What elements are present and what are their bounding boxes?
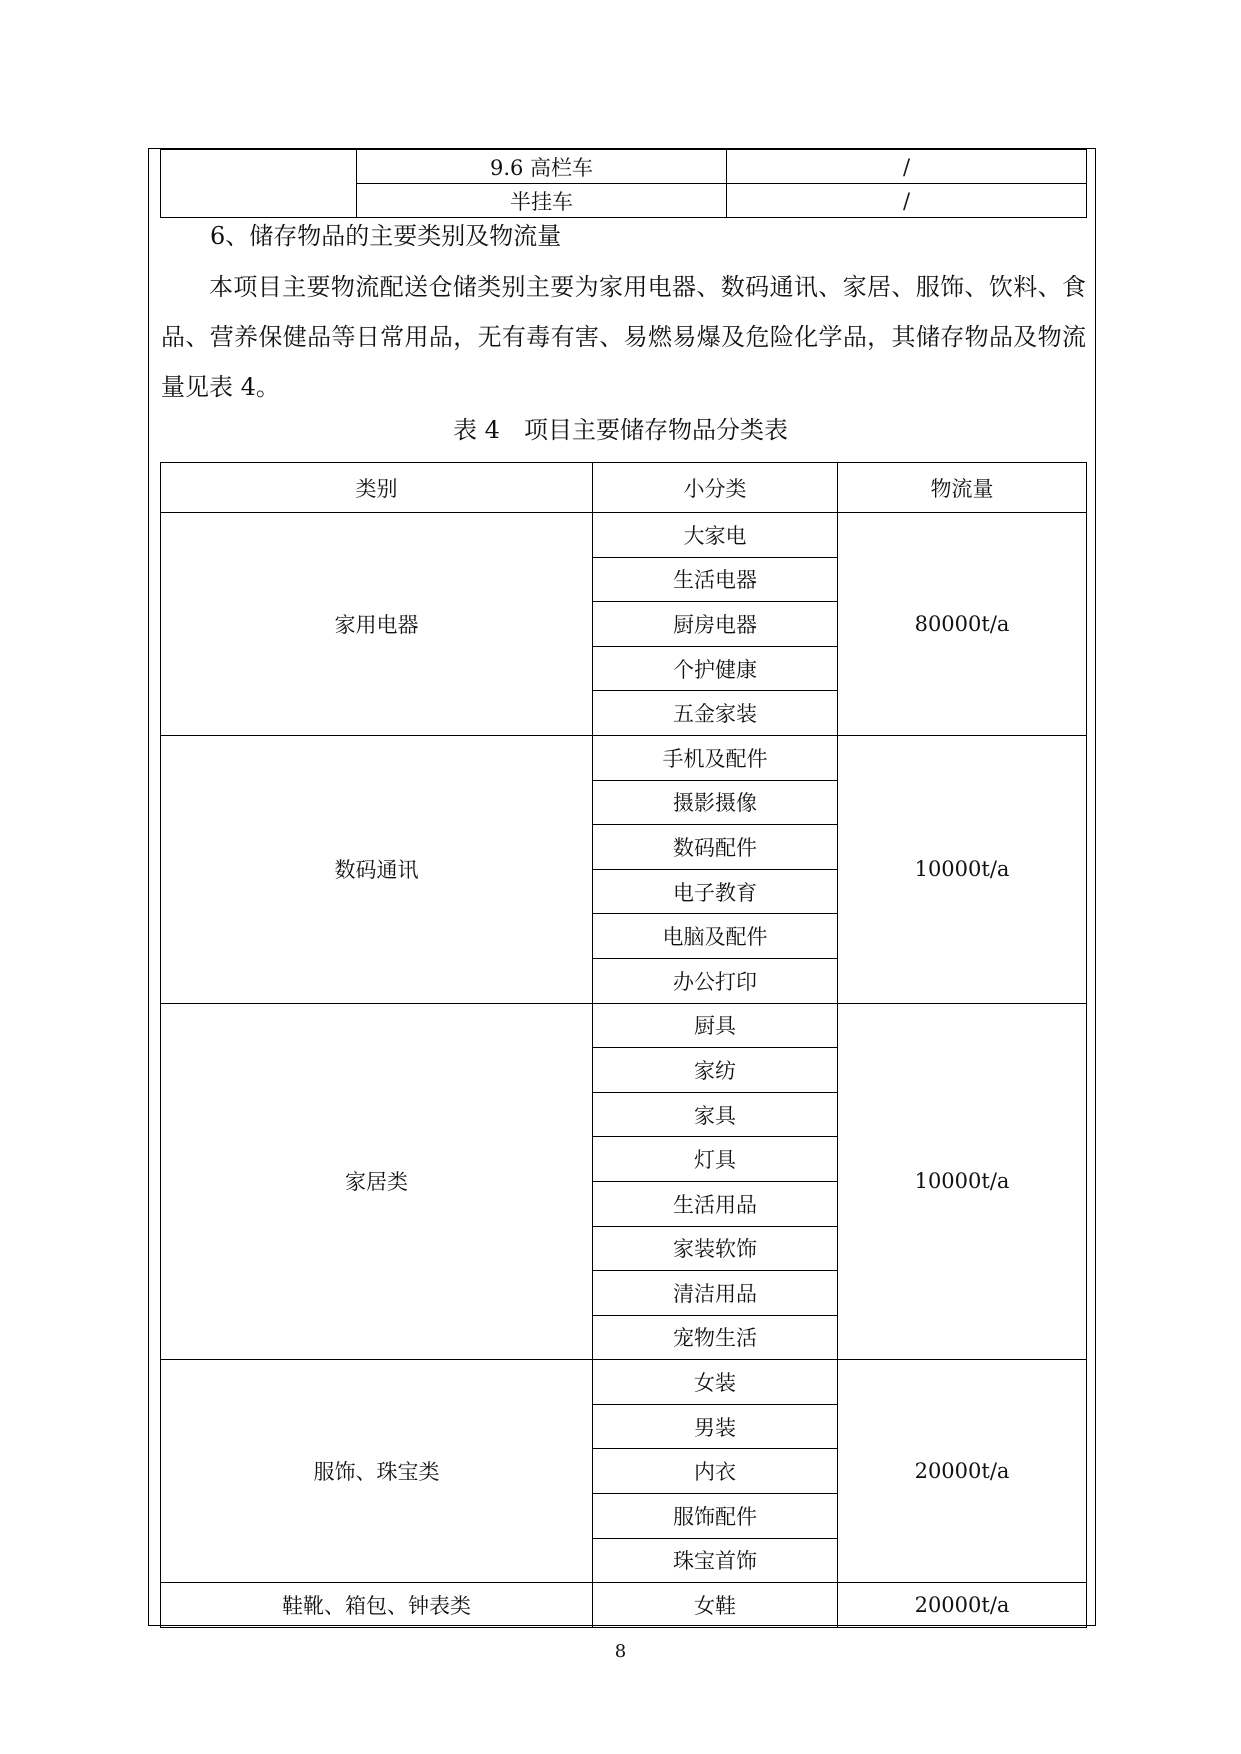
table-row <box>161 735 1087 780</box>
subcategory-cell: 电子教育 <box>593 869 838 914</box>
volume-cell: 20000t/a <box>838 1583 1087 1628</box>
page-number: 8 <box>614 1641 627 1662</box>
section-heading: 6、储存物品的主要类别及物流量 <box>210 222 562 250</box>
subcategory-cell: 女装 <box>593 1360 838 1405</box>
header-category: 类别 <box>161 463 593 513</box>
subcategory-cell: 办公打印 <box>593 958 838 1003</box>
table-row <box>161 1003 1087 1048</box>
subcategory-cell: 内衣 <box>593 1449 838 1494</box>
table-row <box>161 150 1087 184</box>
subcategory-cell: 电脑及配件 <box>593 914 838 959</box>
header-subcategory: 小分类 <box>593 463 838 513</box>
subcategory-cell: 摄影摄像 <box>593 780 838 825</box>
vehicle-type-cell: 半挂车 <box>357 184 727 218</box>
subcategory-cell: 厨具 <box>593 1003 838 1048</box>
subcategory-cell: 厨房电器 <box>593 602 838 647</box>
table-row <box>161 1360 1087 1405</box>
subcategory-cell: 大家电 <box>593 513 838 558</box>
subcategory-cell: 手机及配件 <box>593 735 838 780</box>
volume-cell: 10000t/a <box>838 1003 1087 1360</box>
vehicle-value-cell: / <box>727 184 1087 218</box>
category-cell: 家居类 <box>161 1003 593 1360</box>
volume-cell: 10000t/a <box>838 735 1087 1003</box>
subcategory-cell: 个护健康 <box>593 646 838 691</box>
vehicle-type-cell: 9.6 高栏车 <box>357 150 727 184</box>
vehicle-value-cell: / <box>727 150 1087 184</box>
category-cell: 鞋靴、箱包、钟表类 <box>161 1583 593 1628</box>
header-volume: 物流量 <box>838 463 1087 513</box>
table-row <box>161 1583 1087 1628</box>
subcategory-cell: 家具 <box>593 1092 838 1137</box>
subcategory-cell: 男装 <box>593 1404 838 1449</box>
category-cell: 服饰、珠宝类 <box>161 1360 593 1583</box>
table-caption: 表 4 项目主要储存物品分类表 <box>453 416 788 444</box>
subcategory-cell: 数码配件 <box>593 825 838 870</box>
table-row <box>161 513 1087 558</box>
vehicle-table <box>160 149 1087 218</box>
volume-cell: 80000t/a <box>838 513 1087 736</box>
section-paragraph: 本项目主要物流配送仓储类别主要为家用电器、数码通讯、家居、服饰、饮料、食品、营养保健品等日常用品，无有毒有害、易燃易爆及危险化学品，其储存物品及物流量见表 4。 <box>161 273 1086 401</box>
category-cell: 数码通讯 <box>161 735 593 1003</box>
subcategory-cell: 服饰配件 <box>593 1494 838 1539</box>
subcategory-cell: 灯具 <box>593 1137 838 1182</box>
subcategory-cell: 五金家装 <box>593 691 838 736</box>
table-header-row <box>161 463 1087 513</box>
subcategory-cell: 生活电器 <box>593 557 838 602</box>
subcategory-cell: 清洁用品 <box>593 1271 838 1316</box>
subcategory-cell: 家纺 <box>593 1048 838 1093</box>
subcategory-cell: 女鞋 <box>593 1583 838 1628</box>
subcategory-cell: 宠物生活 <box>593 1315 838 1360</box>
category-cell: 家用电器 <box>161 513 593 736</box>
subcategory-cell: 珠宝首饰 <box>593 1538 838 1583</box>
vehicle-category-cell <box>161 150 357 218</box>
storage-category-table <box>160 462 1087 1628</box>
volume-cell: 20000t/a <box>838 1360 1087 1583</box>
subcategory-cell: 生活用品 <box>593 1181 838 1226</box>
table-body <box>161 513 1087 1628</box>
subcategory-cell: 家装软饰 <box>593 1226 838 1271</box>
